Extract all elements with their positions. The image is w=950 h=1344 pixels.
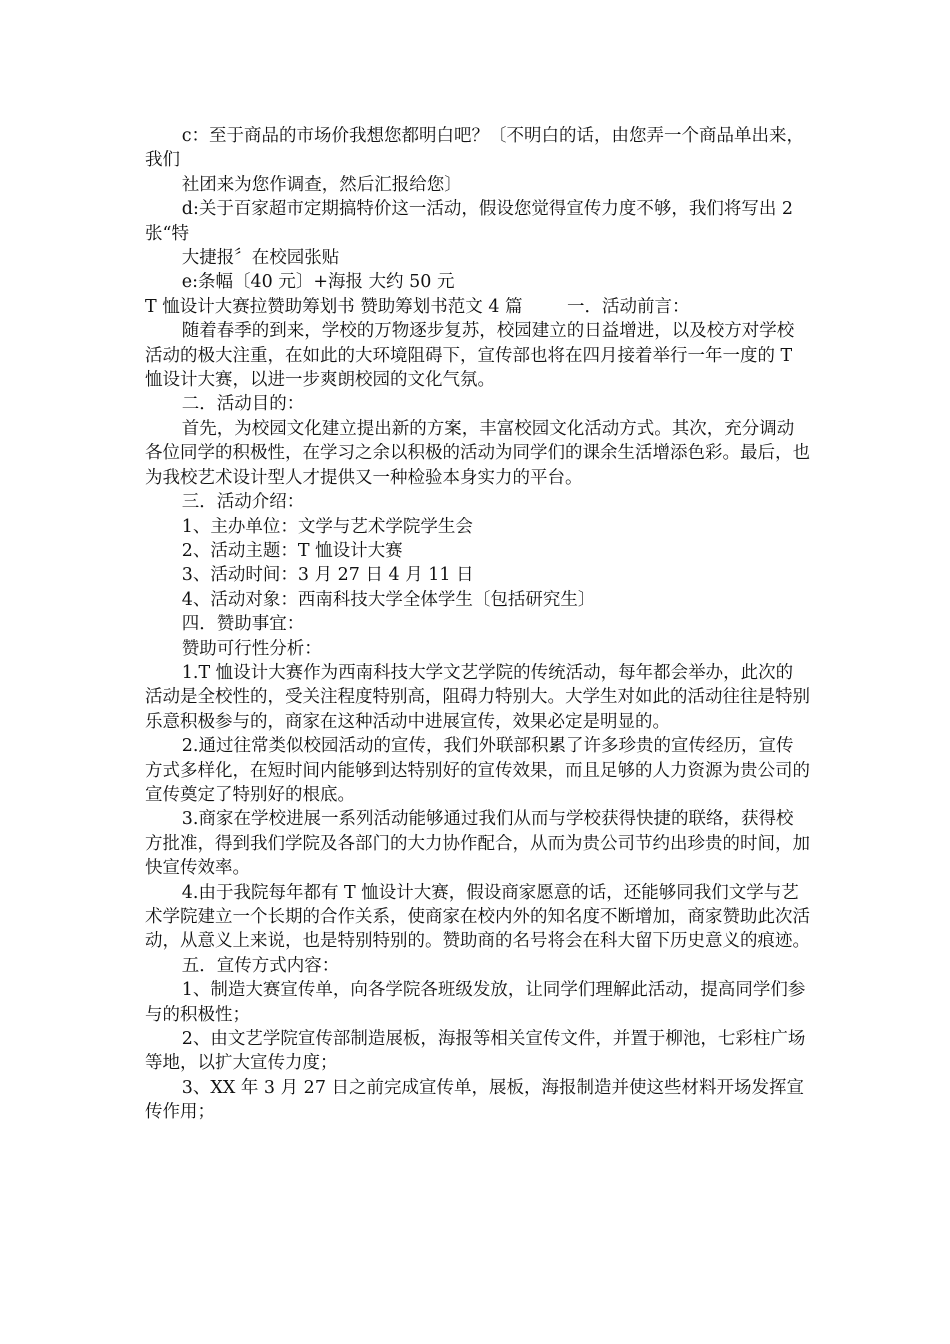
list-item-audience: 4、活动对象：西南科技大学全体学生〔包括研究生〕 xyxy=(181,589,596,610)
paragraph-e-banner-cost: e:条幅〔40 元〕+海报 大约 50 元 xyxy=(181,272,455,293)
paragraph-preface: 随着春季的到来，学校的万物逐步复苏，校园建立的日益增进，以及校方对学校活动的极大注重，在如此的大环境阻碍下，宣传部也将在四月接着举行一年一度的 T 恤设计大赛，以进一步爽朗校园的文化气氛。 xyxy=(145,321,795,391)
paragraph-feasibility-1: 1.T 恤设计大赛作为西南科技大学文艺学院的传统活动，每年都会举办，此次的活动是全校性的，受关注程度特别高，阻碍力特别大。大学生对如此的活动往往是特别乐意积极参与的，商家在这种活动中进展宣传，效果必定是明显的。 xyxy=(145,662,810,732)
list-item-time: 3、活动时间：3 月 27 日 4 月 11 日 xyxy=(181,565,474,586)
paragraph-purpose: 首先，为校园文化建立提出新的方案，丰富校园文化活动方式。其次，充分调动各位同学的积极性，在学习之余以积极的活动为同学们的课余生活增添色彩。最后，也为我校艺术设计型人才提供又一种检验本身实力的平台。 xyxy=(145,418,810,488)
section-heading-purpose: 二．活动目的： xyxy=(181,394,305,415)
paragraph-feasibility-2: 2.通过往常类似校园活动的宣传，我们外联部积累了许多珍贵的宣传经历，宣传方式多样化，在短时间内能够到达特别好的宣传效果，而且足够的人力资源为贵公司的宣传奠定了特别好的根底。 xyxy=(145,736,810,805)
section-heading-sponsorship: 四．赞助事宜： xyxy=(181,614,305,635)
list-item-organizer: 1、主办单位：文学与艺术学院学生会 xyxy=(181,516,473,537)
paragraph-feasibility-3: 3.商家在学校进展一系列活动能够通过我们从而与学校获得快捷的联络，获得校方批准，得到我们学院及各部门的大力协作配合，从而为贵公司节约出珍贵的时间，加快宣传效率。 xyxy=(145,809,810,879)
list-item-promotion-2: 2、由文艺学院宣传部制造展板，海报等相关宣传文件，并置于柳池，七彩柱广场等地，以扩大宣传力度； xyxy=(145,1029,806,1074)
section-heading-introduction: 三．活动介绍： xyxy=(181,492,305,513)
document-title-line: T 恤设计大赛拉赞助筹划书 赞助筹划书范文 4 篇 一．活动前言： xyxy=(145,296,690,317)
list-item-promotion-1: 1、制造大赛宣传单，向各学院各班级发放，让同学们理解此活动，提高同学们参与的积极性； xyxy=(145,980,806,1025)
section-heading-promotion: 五．宣传方式内容： xyxy=(181,955,340,976)
subheading-feasibility: 赞助可行性分析： xyxy=(181,638,322,659)
list-item-theme: 2、活动主题：T 恤设计大赛 xyxy=(181,540,403,561)
document-body xyxy=(145,124,810,1125)
paragraph-feasibility-4: 4.由于我院每年都有 T 恤设计大赛，假设商家愿意的话，还能够同我们文学与艺术学院建立一个长期的合作关系，使商家在校内外的知名度不断增加，商家赞助此次活动，从意义上来说，也是特别特别的。赞助商的名号将会在科大留下历史意义的痕迹。 xyxy=(145,882,810,952)
list-item-promotion-3: 3、XX 年 3 月 27 日之前完成宣传单，展板，海报制造并使这些材料开场发挥宣传作用； xyxy=(145,1077,805,1123)
paragraph-c-market-price: c：至于商品的市场价我想您都明白吧？〔不明白的话，由您弄一个商品单出来，我们 xyxy=(145,126,805,171)
paragraph-c-survey: 社团来为您作调查，然后汇报给您〕 xyxy=(181,174,462,195)
paragraph-d-supermarket: d:关于百家超市定期搞特价这一活动，假设您觉得宣传力度不够，我们将写出 2 张“特 xyxy=(145,199,794,244)
paragraph-d-poster: 大捷报〞在校园张贴 xyxy=(181,248,340,269)
